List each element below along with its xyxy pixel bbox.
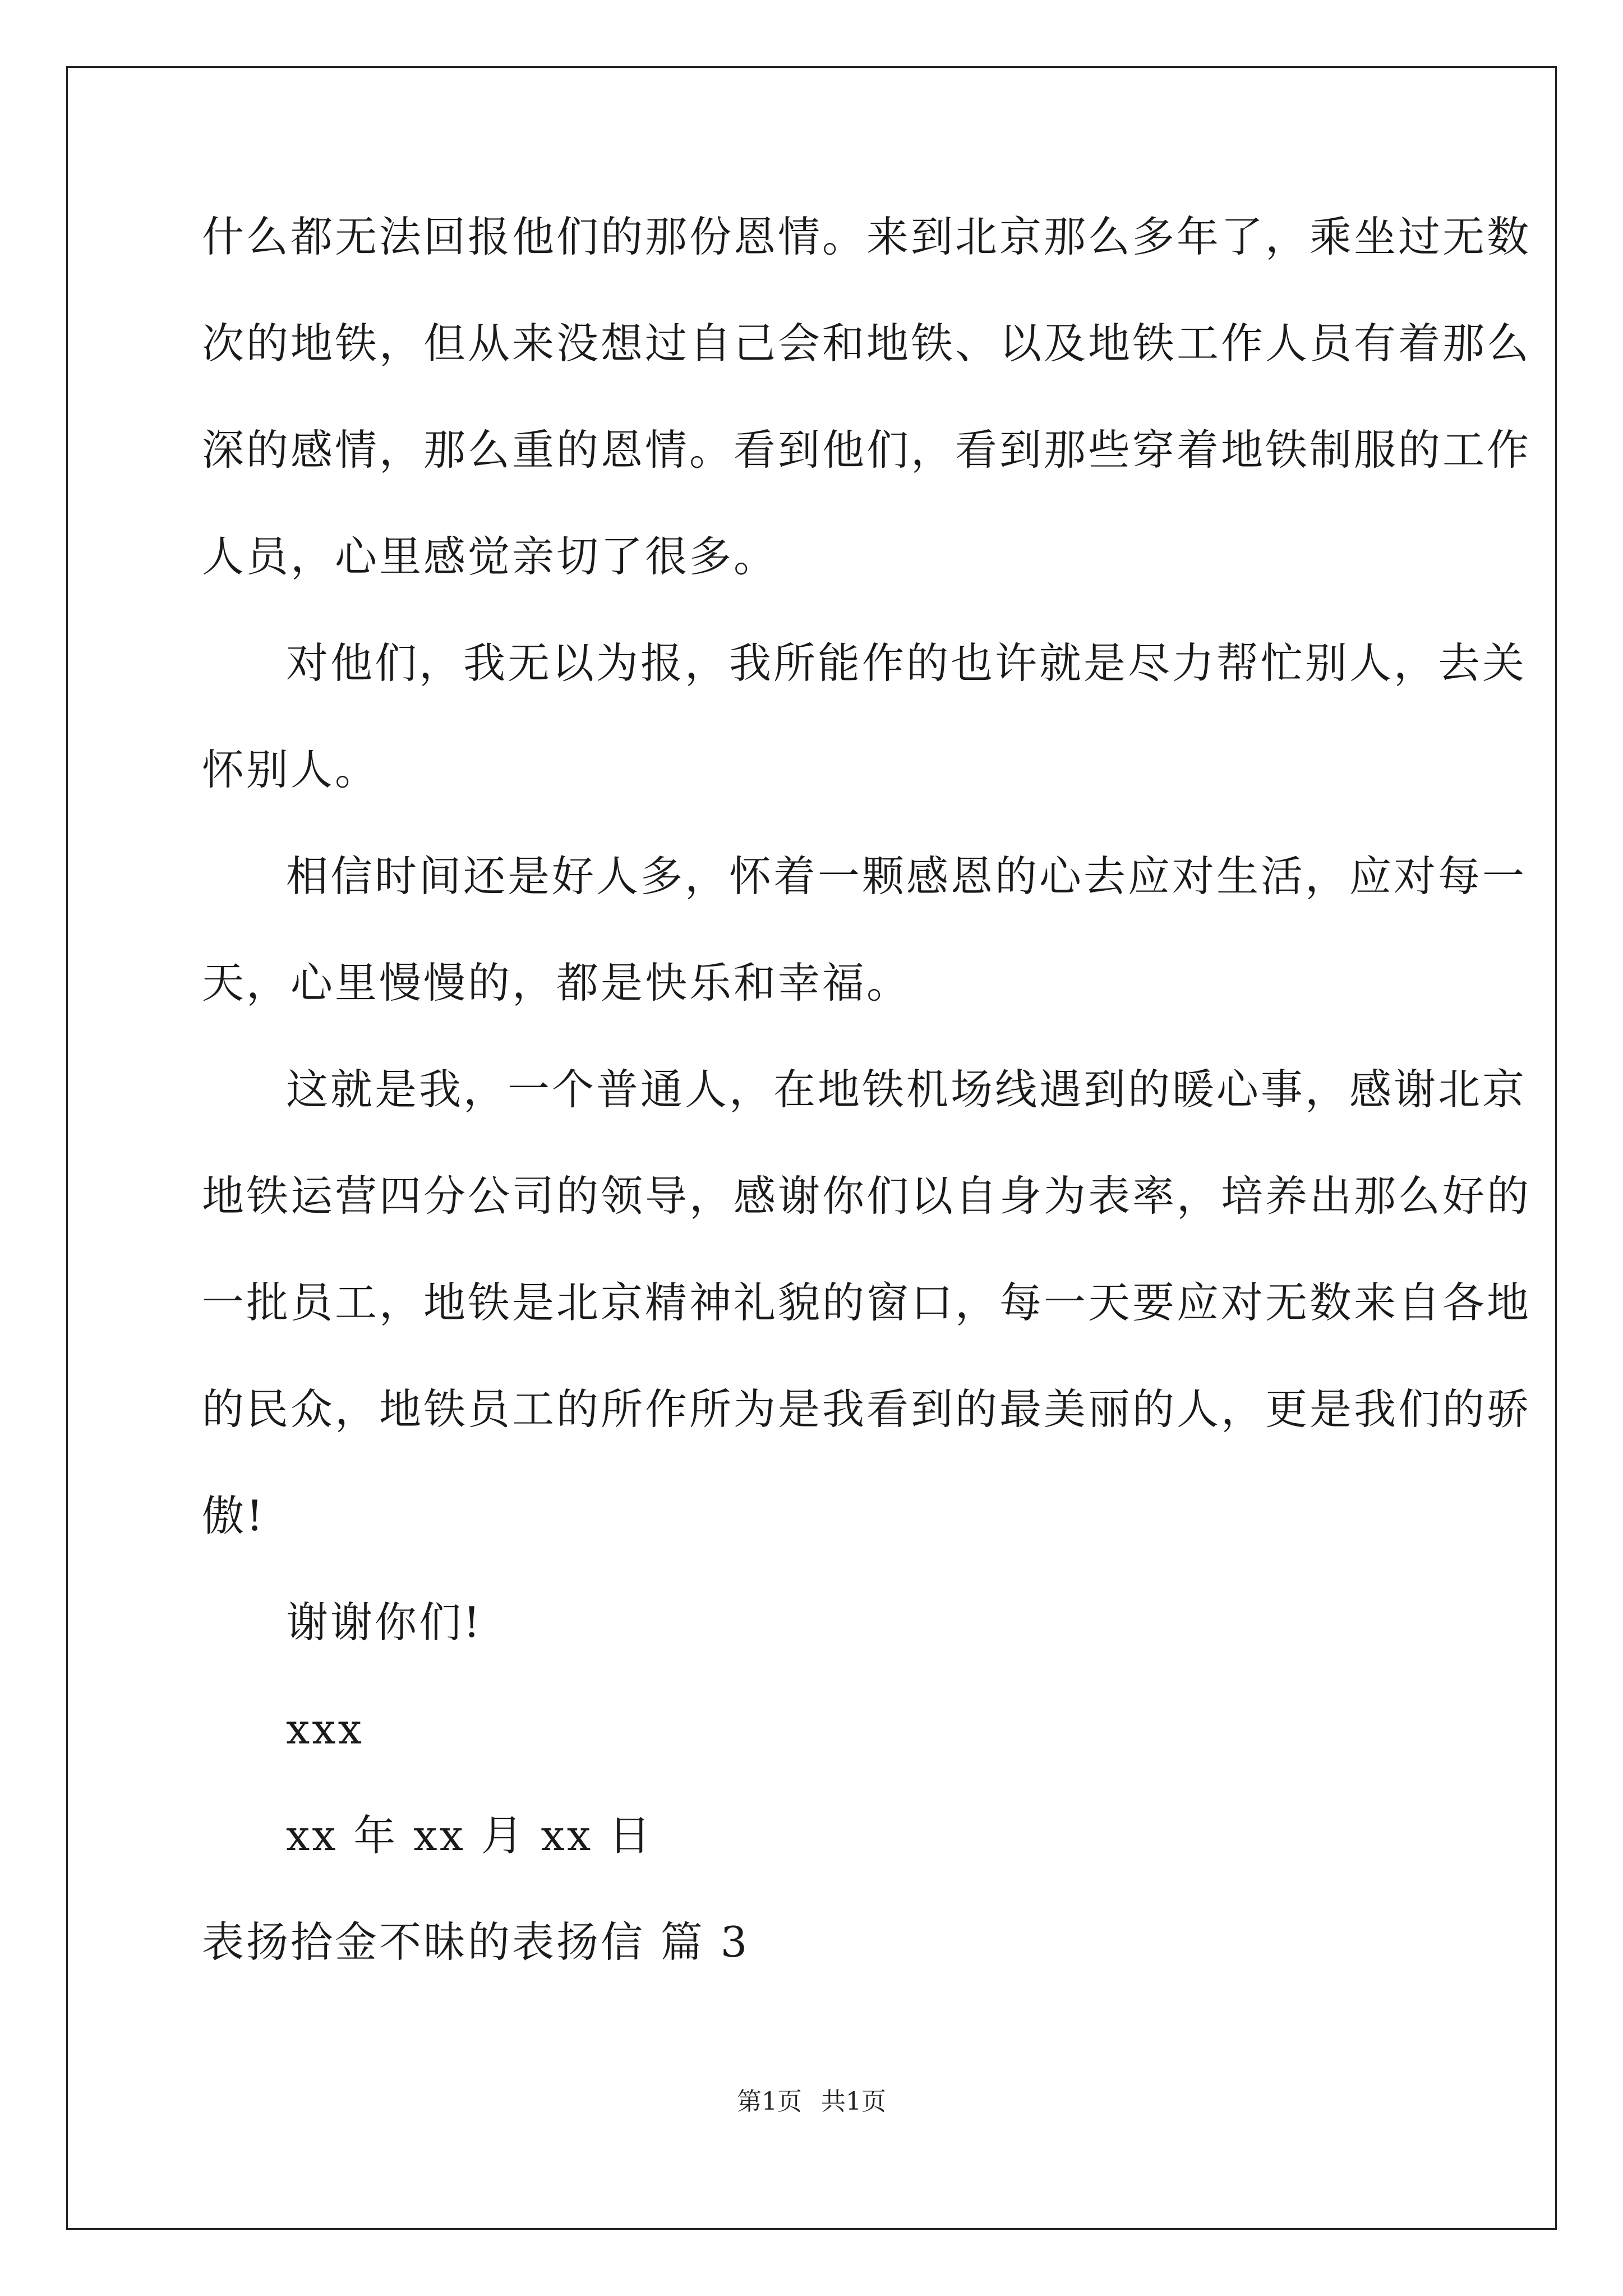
text-line: 相信时间还是好人多，怀着一颗感恩的心去应对生活，应对每一 (286, 852, 1527, 901)
section-heading: 表扬拾金不昧的表扬信 篇 3 (202, 1917, 750, 1967)
page-number-current: 第1页 (737, 2087, 802, 2116)
page-footer (0, 2087, 1623, 2116)
signature: xxx (286, 1704, 364, 1754)
page-number-total: 共1页 (821, 2087, 886, 2116)
text-line: 人员，心里感觉亲切了很多。 (202, 532, 778, 581)
text-line: 次的地铁，但从来没想过自己会和地铁、以及地铁工作人员有着那么 (202, 319, 1532, 368)
closing-thanks: 谢谢你们! (286, 1598, 483, 1647)
date-line: xx 年 xx 月 xx 日 (286, 1811, 653, 1860)
document-body (202, 212, 1532, 2028)
text-line: 这就是我，一个普通人，在地铁机场线遇到的暖心事，感谢北京 (286, 1065, 1527, 1114)
text-line: 的民众，地铁员工的所作所为是我看到的最美丽的人，更是我们的骄 (202, 1384, 1532, 1434)
text-line: 什么都无法回报他们的那份恩情。来到北京那么多年了，乘坐过无数 (202, 212, 1532, 261)
text-line: 深的感情，那么重的恩情。看到他们，看到那些穿着地铁制服的工作 (202, 425, 1532, 475)
text-line: 地铁运营四分公司的领导，感谢你们以自身为表率，培养出那么好的 (202, 1171, 1532, 1221)
text-line: 傲! (202, 1491, 266, 1540)
text-line: 一批员工，地铁是北京精神礼貌的窗口，每一天要应对无数来自各地 (202, 1278, 1532, 1327)
text-line: 对他们，我无以为报，我所能作的也许就是尽力帮忙别人，去关 (286, 638, 1527, 688)
text-line: 天，心里慢慢的，都是快乐和幸福。 (202, 958, 911, 1007)
text-line: 怀别人。 (202, 745, 380, 794)
